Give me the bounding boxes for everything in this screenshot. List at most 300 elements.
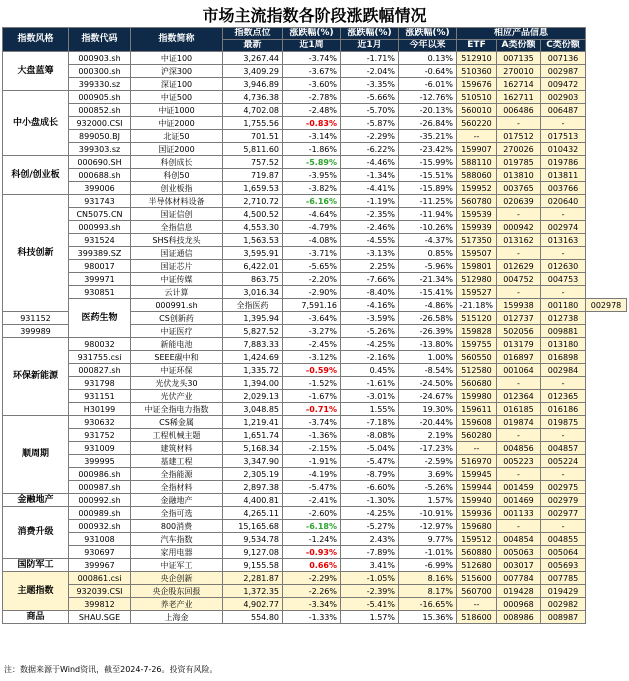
index-name-cell: 云计算 xyxy=(131,286,223,299)
index-code-cell: 980032 xyxy=(69,338,131,351)
index-code-cell: 399989 xyxy=(3,325,69,338)
week-change-cell: -3.67% xyxy=(283,65,341,78)
point-cell: 2,710.72 xyxy=(223,195,283,208)
table-row xyxy=(3,169,627,182)
week-change-cell: -4.79% xyxy=(283,221,341,234)
point-cell: 4,265.11 xyxy=(223,507,283,520)
etf-code-cell: 560780 xyxy=(457,195,497,208)
index-code-cell: 000991.sh xyxy=(131,299,223,312)
point-cell: 1,219.41 xyxy=(223,416,283,429)
etf-code-cell: 159828 xyxy=(457,325,497,338)
c-share-code-cell: 002982 xyxy=(541,598,586,611)
etf-code-cell: 159938 xyxy=(497,299,541,312)
etf-code-cell: 159940 xyxy=(457,494,497,507)
week-change-cell: -3.34% xyxy=(283,598,341,611)
a-share-code-cell: 020639 xyxy=(497,195,541,208)
month-change-cell: -5.87% xyxy=(341,117,399,130)
month-change-cell: -1.71% xyxy=(341,52,399,65)
index-code-cell: 000932.sh xyxy=(69,520,131,533)
ytd-change-cell: 8.16% xyxy=(399,572,457,585)
a-share-code-cell: 001180 xyxy=(541,299,586,312)
a-share-code-cell: - xyxy=(497,117,541,130)
ytd-change-cell: -15.51% xyxy=(399,169,457,182)
col-subheader-m1: 近1月 xyxy=(341,40,399,52)
week-change-cell: -2.26% xyxy=(283,585,341,598)
table-row xyxy=(3,455,627,468)
a-share-code-cell: 004854 xyxy=(497,533,541,546)
col-subheader-a: A类份额 xyxy=(497,40,541,52)
ytd-change-cell: 9.77% xyxy=(399,533,457,546)
group-label: 顺周期 xyxy=(3,416,69,494)
c-share-code-cell: 013163 xyxy=(541,234,586,247)
index-name-cell: 创业板指 xyxy=(131,182,223,195)
etf-code-cell: -- xyxy=(457,598,497,611)
group-label: 消费升级 xyxy=(3,507,69,559)
col-header-products: 相应产品信息 xyxy=(457,28,586,40)
page-title: 市场主流指数各阶段涨跌幅情况 xyxy=(202,6,427,25)
a-share-code-cell: - xyxy=(497,286,541,299)
c-share-code-cell: 002987 xyxy=(541,65,586,78)
c-share-code-cell: 013811 xyxy=(541,169,586,182)
a-share-code-cell: 001469 xyxy=(497,494,541,507)
etf-code-cell: 159512 xyxy=(457,533,497,546)
a-share-code-cell: 017512 xyxy=(497,130,541,143)
index-name-cell: 北证50 xyxy=(131,130,223,143)
etf-code-cell: 159680 xyxy=(457,520,497,533)
ytd-change-cell: -21.18% xyxy=(457,299,497,312)
index-code-cell: 399006 xyxy=(69,182,131,195)
month-change-cell: -5.70% xyxy=(341,104,399,117)
table-row xyxy=(3,117,627,130)
index-code-cell: 931743 xyxy=(69,195,131,208)
col-subheader-etf: ETF xyxy=(457,40,497,52)
week-change-cell: -2.29% xyxy=(283,572,341,585)
etf-code-cell: 512680 xyxy=(457,559,497,572)
table-row xyxy=(3,546,627,559)
etf-code-cell: 159801 xyxy=(457,260,497,273)
month-change-cell: -4.25% xyxy=(341,338,399,351)
point-cell: 15,165.68 xyxy=(223,520,283,533)
month-change-cell: -4.55% xyxy=(341,234,399,247)
table-row xyxy=(3,104,627,117)
c-share-code-cell: 017513 xyxy=(541,130,586,143)
point-cell: 5,811.60 xyxy=(223,143,283,156)
a-share-code-cell: 005063 xyxy=(497,546,541,559)
ytd-change-cell: -20.44% xyxy=(399,416,457,429)
point-cell: 7,591.16 xyxy=(283,299,341,312)
index-code-cell: 399967 xyxy=(69,559,131,572)
ytd-change-cell: -1.01% xyxy=(399,546,457,559)
point-cell: 3,409.29 xyxy=(223,65,283,78)
point-cell: 1,659.53 xyxy=(223,182,283,195)
month-change-cell: -2.16% xyxy=(341,351,399,364)
point-cell: 4,553.30 xyxy=(223,221,283,234)
col-subheader-point: 最新 xyxy=(223,40,283,52)
ytd-change-cell: -10.91% xyxy=(399,507,457,520)
col-subheader-w1: 近1周 xyxy=(283,40,341,52)
etf-code-cell: 560880 xyxy=(457,546,497,559)
index-code-cell: 931752 xyxy=(69,429,131,442)
c-share-code-cell: - xyxy=(541,377,586,390)
index-code-cell: 931152 xyxy=(3,312,69,325)
group-label: 金融地产 xyxy=(3,494,69,507)
ytd-change-cell: -6.99% xyxy=(399,559,457,572)
month-change-cell: -1.05% xyxy=(341,572,399,585)
week-change-cell: -2.48% xyxy=(283,104,341,117)
week-change-cell: -4.16% xyxy=(341,299,399,312)
a-share-code-cell: - xyxy=(497,247,541,260)
ytd-change-cell: -8.54% xyxy=(399,364,457,377)
table-row xyxy=(3,494,627,507)
ytd-change-cell: -17.23% xyxy=(399,442,457,455)
c-share-code-cell: 002984 xyxy=(541,364,586,377)
month-change-cell: -1.19% xyxy=(341,195,399,208)
index-name-cell: 中证传媒 xyxy=(131,273,223,286)
a-share-code-cell: 019874 xyxy=(497,416,541,429)
c-share-code-cell: 005064 xyxy=(541,546,586,559)
week-change-cell: -0.71% xyxy=(283,403,341,416)
etf-code-cell: 159939 xyxy=(457,221,497,234)
index-name-cell: 上海金 xyxy=(131,611,223,624)
a-share-code-cell: 012737 xyxy=(497,312,541,325)
group-label: 商品 xyxy=(3,611,69,624)
ytd-change-cell: -13.80% xyxy=(399,338,457,351)
month-change-cell: -1.30% xyxy=(341,494,399,507)
table-row xyxy=(3,585,627,598)
point-cell: 1,651.74 xyxy=(223,429,283,442)
etf-code-cell: 560280 xyxy=(457,429,497,442)
month-change-cell: -3.01% xyxy=(341,390,399,403)
group-label: 医药生物 xyxy=(69,299,131,338)
ytd-change-cell: 2.19% xyxy=(399,429,457,442)
ytd-change-cell: -35.21% xyxy=(399,130,457,143)
ytd-change-cell: -5.96% xyxy=(399,260,457,273)
month-change-cell: -8.40% xyxy=(341,286,399,299)
c-share-code-cell: - xyxy=(541,208,586,221)
etf-code-cell: 159944 xyxy=(457,481,497,494)
week-change-cell: -1.67% xyxy=(283,390,341,403)
point-cell: 2,897.38 xyxy=(223,481,283,494)
group-label: 大盘蓝筹 xyxy=(3,52,69,91)
week-change-cell: -3.71% xyxy=(283,247,341,260)
table-row xyxy=(3,143,627,156)
c-share-code-cell: - xyxy=(541,468,586,481)
index-name-cell: 全指可选 xyxy=(131,507,223,520)
point-cell: 1,424.69 xyxy=(223,351,283,364)
index-code-cell: 000989.sh xyxy=(69,507,131,520)
month-change-cell: -7.66% xyxy=(341,273,399,286)
index-name-cell: 光伏产业 xyxy=(131,390,223,403)
ytd-change-cell: 3.69% xyxy=(399,468,457,481)
week-change-cell: -3.74% xyxy=(283,52,341,65)
week-change-cell: -3.82% xyxy=(283,182,341,195)
etf-code-cell: 560220 xyxy=(457,117,497,130)
table-row xyxy=(3,611,627,624)
table-row xyxy=(3,416,627,429)
index-name-cell: 中证2000 xyxy=(131,117,223,130)
etf-code-cell: 159507 xyxy=(457,247,497,260)
c-share-code-cell: 013180 xyxy=(541,338,586,351)
table-row xyxy=(3,338,627,351)
week-change-cell: -2.60% xyxy=(283,507,341,520)
table-row xyxy=(3,442,627,455)
col-header-name: 指数简称 xyxy=(131,28,223,52)
index-name-cell: 全指能源 xyxy=(131,468,223,481)
ytd-change-cell: -6.01% xyxy=(399,78,457,91)
etf-code-cell: 517350 xyxy=(457,234,497,247)
ytd-change-cell: 19.30% xyxy=(399,403,457,416)
week-change-cell: -2.15% xyxy=(283,442,341,455)
c-share-code-cell: 006487 xyxy=(541,104,586,117)
index-name-cell: 科创50 xyxy=(131,169,223,182)
week-change-cell: -2.41% xyxy=(283,494,341,507)
ytd-change-cell: -5.26% xyxy=(399,481,457,494)
etf-code-cell: 159611 xyxy=(457,403,497,416)
table-row xyxy=(3,403,627,416)
index-name-cell: 中证1000 xyxy=(131,104,223,117)
week-change-cell: -4.08% xyxy=(283,234,341,247)
index-name-cell: 中证100 xyxy=(131,52,223,65)
point-cell: 719.87 xyxy=(223,169,283,182)
index-name-cell: 光伏龙头30 xyxy=(131,377,223,390)
c-share-code-cell: - xyxy=(541,520,586,533)
index-name-cell: 工程机械主题 xyxy=(131,429,223,442)
index-name-cell: 中证医疗 xyxy=(131,325,223,338)
index-code-cell: 931009 xyxy=(69,442,131,455)
a-share-code-cell: 005223 xyxy=(497,455,541,468)
index-name-cell: 国证2000 xyxy=(131,143,223,156)
table-row xyxy=(3,598,627,611)
table-row xyxy=(3,260,627,273)
c-share-code-cell: 007136 xyxy=(541,52,586,65)
month-change-cell: -1.34% xyxy=(341,169,399,182)
ytd-change-cell: -11.94% xyxy=(399,208,457,221)
a-share-code-cell: 270026 xyxy=(497,143,541,156)
ytd-change-cell: -0.64% xyxy=(399,65,457,78)
index-code-cell: 000986.sh xyxy=(69,468,131,481)
ytd-change-cell: -12.97% xyxy=(399,520,457,533)
c-share-code-cell: 009881 xyxy=(541,325,586,338)
point-cell: 4,902.77 xyxy=(223,598,283,611)
month-change-cell: 1.57% xyxy=(341,611,399,624)
index-name-cell: 家用电器 xyxy=(131,546,223,559)
index-code-cell: 399303.sz xyxy=(69,143,131,156)
table-row xyxy=(3,572,627,585)
etf-code-cell: 512910 xyxy=(457,52,497,65)
ytd-change-cell: -26.39% xyxy=(399,325,457,338)
ytd-change-cell: -4.37% xyxy=(399,234,457,247)
month-change-cell: -4.25% xyxy=(341,507,399,520)
group-label: 环保新能源 xyxy=(3,338,69,416)
ytd-change-cell: -26.84% xyxy=(399,117,457,130)
index-name-cell: 新能电池 xyxy=(131,338,223,351)
col-header-style: 指数风格 xyxy=(3,28,69,52)
a-share-code-cell: 007135 xyxy=(497,52,541,65)
point-cell: 3,048.85 xyxy=(223,403,283,416)
week-change-cell: -3.12% xyxy=(283,351,341,364)
index-code-cell: H30199 xyxy=(69,403,131,416)
index-code-cell: 931524 xyxy=(69,234,131,247)
ytd-change-cell: -15.99% xyxy=(399,156,457,169)
table-row xyxy=(3,91,627,104)
week-change-cell: -5.47% xyxy=(283,481,341,494)
a-share-code-cell: 016897 xyxy=(497,351,541,364)
etf-code-cell: 159676 xyxy=(457,78,497,91)
col-subheader-ytd: 今年以来 xyxy=(399,40,457,52)
index-code-cell: 930632 xyxy=(69,416,131,429)
week-change-cell: -2.90% xyxy=(283,286,341,299)
point-cell: 3,267.44 xyxy=(223,52,283,65)
month-change-cell: -5.26% xyxy=(341,325,399,338)
week-change-cell: -1.91% xyxy=(283,455,341,468)
group-label: 科创/创业板 xyxy=(3,156,69,195)
ytd-change-cell: -15.89% xyxy=(399,182,457,195)
c-share-code-cell: 005224 xyxy=(541,455,586,468)
a-share-code-cell: 004856 xyxy=(497,442,541,455)
a-share-code-cell: 012629 xyxy=(497,260,541,273)
point-cell: 1,755.56 xyxy=(223,117,283,130)
index-code-cell: 399971 xyxy=(69,273,131,286)
index-code-cell: 399389.SZ xyxy=(69,247,131,260)
month-change-cell: -2.35% xyxy=(341,208,399,221)
index-name-cell: 科创成长 xyxy=(131,156,223,169)
a-share-code-cell: 016185 xyxy=(497,403,541,416)
col-header-w1: 涨跌幅(%) xyxy=(283,28,341,40)
index-code-cell: 931798 xyxy=(69,377,131,390)
index-code-cell: 980017 xyxy=(69,260,131,273)
index-code-cell: 399995 xyxy=(69,455,131,468)
etf-code-cell: 512980 xyxy=(457,273,497,286)
group-label: 科技创新 xyxy=(3,195,69,312)
group-label: 国防军工 xyxy=(3,559,69,572)
point-cell: 757.52 xyxy=(223,156,283,169)
etf-code-cell: 159527 xyxy=(457,286,497,299)
month-change-cell: -8.79% xyxy=(341,468,399,481)
table-row xyxy=(3,195,627,208)
a-share-code-cell: 001064 xyxy=(497,364,541,377)
c-share-code-cell: 002974 xyxy=(541,221,586,234)
table-row xyxy=(3,78,627,91)
ytd-change-cell: 1.00% xyxy=(399,351,457,364)
week-change-cell: -3.74% xyxy=(283,416,341,429)
point-cell: 3,016.34 xyxy=(223,286,283,299)
point-cell: 3,347.90 xyxy=(223,455,283,468)
c-share-code-cell: - xyxy=(541,286,586,299)
month-change-cell: -3.35% xyxy=(341,78,399,91)
etf-code-cell: 159907 xyxy=(457,143,497,156)
ytd-change-cell: 0.85% xyxy=(399,247,457,260)
month-change-cell: -4.86% xyxy=(399,299,457,312)
point-cell: 5,827.52 xyxy=(223,325,283,338)
index-name-cell: 汽车指数 xyxy=(131,533,223,546)
index-code-cell: 000987.sh xyxy=(69,481,131,494)
month-change-cell: -5.04% xyxy=(341,442,399,455)
footnote: 注：数据来源于Wind资讯，截至2024-7-26。投资有风险。 xyxy=(4,665,218,674)
c-share-code-cell: 003766 xyxy=(541,182,586,195)
table-row xyxy=(3,377,627,390)
week-change-cell: -3.95% xyxy=(283,169,341,182)
month-change-cell: 2.43% xyxy=(341,533,399,546)
index-code-cell: 932000.CSI xyxy=(69,117,131,130)
index-name-cell: 央企创新 xyxy=(131,572,223,585)
etf-code-cell: 159952 xyxy=(457,182,497,195)
index-name-cell: 中证500 xyxy=(131,91,223,104)
a-share-code-cell: 000942 xyxy=(497,221,541,234)
etf-code-cell: 588110 xyxy=(457,156,497,169)
index-name-cell: 全指材料 xyxy=(131,481,223,494)
index-code-cell: 399812 xyxy=(69,598,131,611)
etf-code-cell: 159608 xyxy=(457,416,497,429)
a-share-code-cell: - xyxy=(497,208,541,221)
point-cell: 1,395.94 xyxy=(223,312,283,325)
ytd-change-cell: -12.76% xyxy=(399,91,457,104)
a-share-code-cell: 006486 xyxy=(497,104,541,117)
ytd-change-cell: 1.57% xyxy=(399,494,457,507)
month-change-cell: -6.22% xyxy=(341,143,399,156)
a-share-code-cell: 001459 xyxy=(497,481,541,494)
c-share-code-cell: 004855 xyxy=(541,533,586,546)
month-change-cell: -2.39% xyxy=(341,585,399,598)
week-change-cell: -2.45% xyxy=(283,338,341,351)
c-share-code-cell: - xyxy=(541,117,586,130)
c-share-code-cell: 002903 xyxy=(541,91,586,104)
index-name-cell: 800消费 xyxy=(131,520,223,533)
etf-code-cell: 560700 xyxy=(457,585,497,598)
index-name-cell: 沪深300 xyxy=(131,65,223,78)
c-share-code-cell: 010432 xyxy=(541,143,586,156)
ytd-change-cell: -2.59% xyxy=(399,455,457,468)
point-cell: 6,422.01 xyxy=(223,260,283,273)
c-share-code-cell: - xyxy=(541,429,586,442)
c-share-code-cell: 002979 xyxy=(541,494,586,507)
index-name-cell: 中证环保 xyxy=(131,364,223,377)
table-row xyxy=(3,468,627,481)
index-name-cell: 全指医药 xyxy=(223,299,283,312)
month-change-cell: 0.45% xyxy=(341,364,399,377)
c-share-code-cell: 019429 xyxy=(541,585,586,598)
ytd-change-cell: -24.67% xyxy=(399,390,457,403)
c-share-code-cell: 012365 xyxy=(541,390,586,403)
month-change-cell: -7.89% xyxy=(341,546,399,559)
a-share-code-cell: 013810 xyxy=(497,169,541,182)
month-change-cell: 1.55% xyxy=(341,403,399,416)
group-label: 中小盘成长 xyxy=(3,91,69,156)
a-share-code-cell: 007784 xyxy=(497,572,541,585)
etf-code-cell: 159755 xyxy=(457,338,497,351)
a-share-code-cell: - xyxy=(497,520,541,533)
index-code-cell: 930697 xyxy=(69,546,131,559)
a-share-code-cell: - xyxy=(497,468,541,481)
etf-code-cell: 510360 xyxy=(457,65,497,78)
etf-code-cell: 560550 xyxy=(457,351,497,364)
week-change-cell: -3.27% xyxy=(283,325,341,338)
week-change-cell: -3.60% xyxy=(283,78,341,91)
table-row xyxy=(3,507,627,520)
table-row xyxy=(3,130,627,143)
ytd-change-cell: -16.65% xyxy=(399,598,457,611)
a-share-code-cell: 008986 xyxy=(497,611,541,624)
etf-code-cell: 515120 xyxy=(457,312,497,325)
week-change-cell: -4.64% xyxy=(283,208,341,221)
etf-code-cell: 510510 xyxy=(457,91,497,104)
ytd-change-cell: 15.36% xyxy=(399,611,457,624)
week-change-cell: -1.86% xyxy=(283,143,341,156)
index-name-cell: SEEE碳中和 xyxy=(131,351,223,364)
a-share-code-cell: 270010 xyxy=(497,65,541,78)
week-change-cell: -1.36% xyxy=(283,429,341,442)
index-code-cell: 000992.sh xyxy=(69,494,131,507)
index-name-cell: CS稀金属 xyxy=(131,416,223,429)
